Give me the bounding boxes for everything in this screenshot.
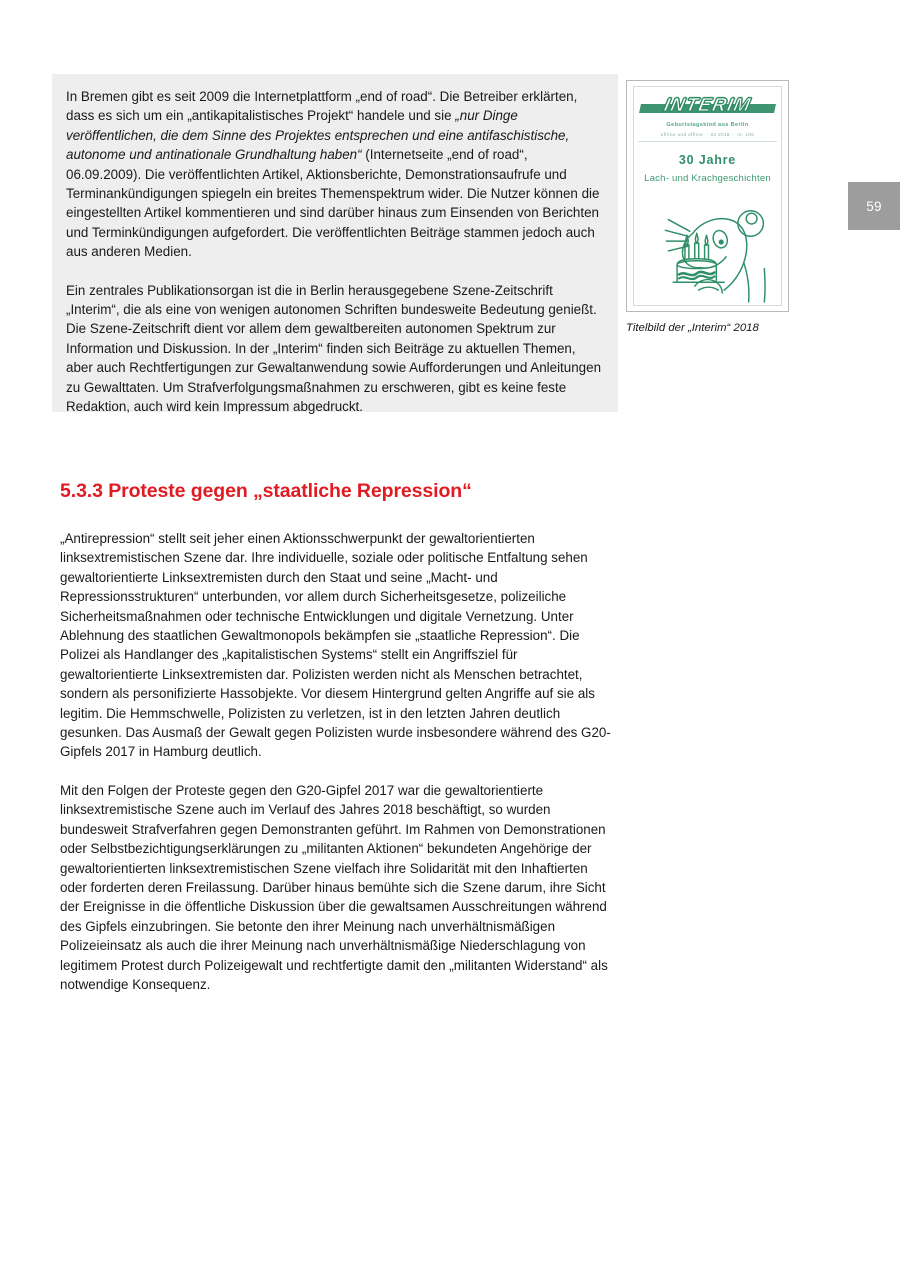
magazine-cover-figure <box>626 80 789 337</box>
cover-subtitle: Lach- und Krachgeschichten <box>644 173 771 184</box>
text-run: Ein zentrales Publikationsorgan ist die in Berlin herausgegebene Szene-Zeitschrift „Interim“, die als eine von wenigen autonomen Schriften bundesweite Bedeutung genießt. Die Szene-Zeitschrift dient vor allem dem gewaltbereiten autonomen Spektrum zur Information und Diskussion. In der „Interim“ finden sich Beiträge zu aktuellen Themen, aber auch Rechtfertigungen zur Gewaltanwendung sowie Aufforderungen und Anleitungen zu Gewalttaten. Um Strafverfolgungsmaßnahmen zu erschweren, gibt es keine feste Redaktion, auch wird kein Impressum abgedruckt. <box>66 282 602 415</box>
infobox-paragraphs <box>66 87 602 417</box>
body-paragraph: „Antirepression“ stellt seit jeher einen Aktionsschwerpunkt der gewaltorientierten linksextremistischen Szene dar. Ihre individuelle, soziale oder politische Entfaltung sehen gewaltorientierte Linksextremisten durch den Staat und seine „Macht- und Repressionsstrukturen“ unterbunden, vor allem durch Sicherheitsgesetze, polizeiliche Sicherheitsmaßnahmen oder technische Entwicklungen und digitale Vernetzung. Unter Ablehnung des staatlichen Gewaltmonopols bekämpfen sie „staatliche Repression“. Die Polizei als Handlanger des „kapitalistischen Systems“ stellt ein Angriffsziel für gewaltorientierte Linksextremisten dar. Polizisten werden nicht als Menschen betrachtet, sondern als personifizierte Hassobjekte. Vor diesem Hintergrund gelten Angriffe auf sie als legitim. Die Hemmschwelle, Polizisten zu verletzen, ist in den letzten Jahren deutlich gesunken. Das Ausmaß der Gewalt gegen Polizisten wurde insbesondere während des G20-Gipfels 2017 in Hamburg deutlich. <box>60 531 611 760</box>
page-number-badge: 59 <box>848 182 900 230</box>
text-run: In Bremen gibt es seit 2009 die Internetplattform „end of road“. Die Betreiber erklärten, dass es sich um ein „antikapitalistisches Projekt“ handele und sie <box>66 89 578 124</box>
cover-subline-secondary: offline und offline ·· 02.2018 ·· nr. 100 <box>660 132 755 137</box>
masthead-wordmark: INTERIM <box>662 95 754 116</box>
cover-subline-primary: Geburtstagskind aus Berlin <box>666 122 749 128</box>
cover-inner-frame <box>633 86 782 306</box>
infobox-paragraph <box>66 87 602 262</box>
section-heading: 5.3.3 Proteste gegen „staatliche Repression“ <box>60 480 472 502</box>
cover-divider-rule <box>638 141 777 142</box>
infobox-paragraph <box>66 281 602 417</box>
mouse-with-birthday-cake-icon <box>634 191 781 303</box>
quoted-italic-run: „nur Dinge veröffentlichen, die dem Sinne des Projektes entsprechen und eine antifaschistische, autonome und antinationale Grundhaltung haben“ <box>66 108 570 163</box>
section-body-text <box>60 529 616 994</box>
highlighted-infobox <box>52 74 618 415</box>
text-run: (Internetseite „end of road“, 06.09.2009). Die veröffentlichten Artikel, Aktionsberichte, Demonstrationsaufrufe und Terminankündigungen spiegeln ein breites Themenspektrum wider. Die Nutzer können die eingestellten Artikel kommentieren und sind darüber hinaus zum Einsenden von Berichten und Terminkündigungen aufgefordert. Die veröffentlichten Beiträge stammen jedoch auch aus anderen Medien. <box>66 147 600 260</box>
cover-title: 30 Jahre <box>678 153 737 167</box>
body-paragraph: Mit den Folgen der Proteste gegen den G20-Gipfel 2017 war die gewaltorientierte linksextremistische Szene auch im Verlauf des Jahres 2018 beschäftigt, so wurden bundesweit Strafverfahren gegen Demonstranten geführt. Im Rahmen von Demonstrationen oder Selbstbezichtigungserklärungen zu „militanten Aktionen“ bekundeten Angehörige der gewaltorientierten linksextremistischen Szene vielfach ihre Solidarität mit den Inhaftierten oder forderten deren Freilassung. Darüber hinaus bemühte sich die Szene darum, ihre Sicht der Ereignisse in die öffentliche Diskussion über die gewaltsamen Ausschreitungen während des Gipfels einzubringen. Sie betonte den ihrer Meinung nach unverhältnismäßigen Polizeieinsatz als auch die ihrer Meinung nach unverhältnismäßige Niederschlagung von legitimem Protest durch Polizeigewalt und rechtfertigte damit den „militanten Widerstand“ als notwendige Konsequenz. <box>60 782 608 992</box>
figure-caption: Titelbild der „Interim“ 2018 <box>626 322 759 334</box>
interim-masthead <box>640 93 775 119</box>
interim-magazine-cover-image <box>626 80 789 312</box>
